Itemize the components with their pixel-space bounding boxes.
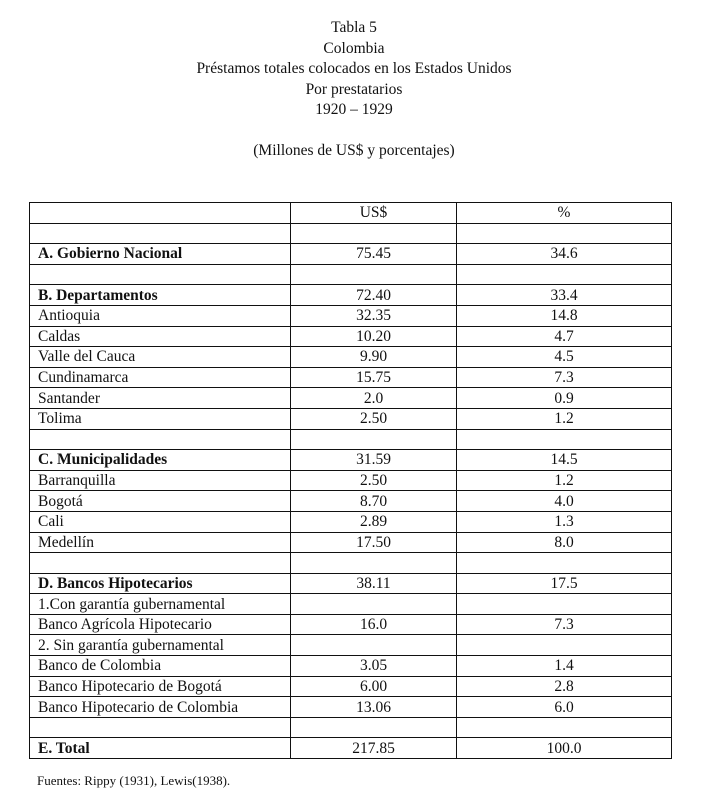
caption-period: 1920 – 1929 [315,101,393,118]
table-row [30,717,672,738]
row-percent-value [457,635,672,656]
row-percent-value: 0.9 [457,388,672,409]
table-row [30,347,672,368]
table-row [30,264,672,285]
row-percent-value: 7.3 [457,367,672,388]
table-row [30,697,672,718]
table-row [30,614,672,635]
row-percent-value: 17.5 [457,573,672,594]
row-usd-value [291,223,457,244]
row-usd-value: 3.05 [291,656,457,677]
row-percent-value: 14.8 [457,305,672,326]
row-label: A. Gobierno Nacional [30,244,291,265]
row-label: 1.Con garantía gubernamental [30,594,291,615]
table-row [30,532,672,553]
row-usd-value [291,635,457,656]
row-label: C. Municipalidades [30,450,291,471]
row-label: B. Departamentos [30,285,291,306]
row-label [30,264,291,285]
row-usd-value: 8.70 [291,491,457,512]
table-row [30,429,672,450]
row-usd-value: 10.20 [291,326,457,347]
row-label: Caldas [30,326,291,347]
row-percent-value: 33.4 [457,285,672,306]
row-usd-value: 38.11 [291,573,457,594]
row-label [30,717,291,738]
row-percent-value: 14.5 [457,450,672,471]
table-body [30,223,672,758]
table-row [30,738,672,759]
row-label: Banco Hipotecario de Colombia [30,697,291,718]
row-percent-value: 34.6 [457,244,672,265]
row-label: D. Bancos Hipotecarios [30,573,291,594]
table-row [30,573,672,594]
row-percent-value [457,264,672,285]
row-usd-value: 16.0 [291,614,457,635]
table-row [30,223,672,244]
row-usd-value: 217.85 [291,738,457,759]
row-usd-value [291,717,457,738]
row-usd-value [291,264,457,285]
caption-country: Colombia [323,39,385,57]
row-label: Cali [30,511,291,532]
row-label: Tolima [30,408,291,429]
row-percent-value [457,429,672,450]
row-usd-value: 31.59 [291,450,457,471]
row-percent-value [457,717,672,738]
table-row [30,388,672,409]
row-label: Medellín [30,532,291,553]
row-usd-value [291,553,457,574]
table-row [30,656,672,677]
row-percent-value: 2.8 [457,676,672,697]
table-row [30,450,672,471]
row-usd-value: 15.75 [291,367,457,388]
row-percent-value: 1.3 [457,511,672,532]
table-row [30,367,672,388]
row-percent-value: 7.3 [457,614,672,635]
row-label: Cundinamarca [30,367,291,388]
table-row [30,408,672,429]
row-percent-value: 1.2 [457,408,672,429]
row-label [30,429,291,450]
row-label: Barranquilla [30,470,291,491]
row-percent-value: 4.7 [457,326,672,347]
row-usd-value: 2.0 [291,388,457,409]
row-label: Banco Agrícola Hipotecario [30,614,291,635]
table-row [30,553,672,574]
sources-note: Fuentes: Rippy (1931), Lewis(1938). [37,773,231,788]
row-usd-value: 6.00 [291,676,457,697]
row-percent-value: 1.4 [457,656,672,677]
table-caption [0,18,708,161]
row-label: Santander [30,388,291,409]
caption-description: Préstamos totales colocados en los Estados Unidos [196,60,512,77]
row-label [30,553,291,574]
row-label [30,223,291,244]
row-usd-value: 2.50 [291,408,457,429]
row-percent-value: 1.2 [457,470,672,491]
row-usd-value: 17.50 [291,532,457,553]
table-row [30,511,672,532]
row-label: Bogotá [30,491,291,512]
table-header-row [30,203,672,224]
row-label: Antioquia [30,305,291,326]
row-percent-value: 8.0 [457,532,672,553]
row-usd-value: 13.06 [291,697,457,718]
row-label: 2. Sin garantía gubernamental [30,635,291,656]
caption-grouping: Por prestatarios [305,80,403,98]
loans-table [29,202,672,759]
table-row [30,635,672,656]
caption-table-number: Tabla 5 [331,19,377,36]
row-percent-value: 4.0 [457,491,672,512]
row-percent-value [457,594,672,615]
row-percent-value [457,223,672,244]
row-usd-value [291,429,457,450]
row-percent-value: 4.5 [457,347,672,368]
row-label: E. Total [30,738,291,759]
row-usd-value: 72.40 [291,285,457,306]
table-row [30,305,672,326]
table-row [30,285,672,306]
row-usd-value [291,594,457,615]
row-usd-value: 75.45 [291,244,457,265]
row-percent-value: 6.0 [457,697,672,718]
row-label: Valle del Cauca [30,347,291,368]
table-row [30,244,672,265]
row-usd-value: 2.50 [291,470,457,491]
table-row [30,676,672,697]
row-usd-value: 32.35 [291,305,457,326]
header-borrower [30,203,291,224]
table-row [30,491,672,512]
row-usd-value: 9.90 [291,347,457,368]
table-row [30,470,672,491]
row-label: Banco de Colombia [30,656,291,677]
caption-units: (Millones de US$ y porcentajes) [253,141,455,159]
row-usd-value: 2.89 [291,511,457,532]
table-row [30,594,672,615]
row-percent-value [457,553,672,574]
row-percent-value: 100.0 [457,738,672,759]
row-label: Banco Hipotecario de Bogotá [30,676,291,697]
header-percent: % [457,203,672,224]
header-usd: US$ [291,203,457,224]
table-row [30,326,672,347]
